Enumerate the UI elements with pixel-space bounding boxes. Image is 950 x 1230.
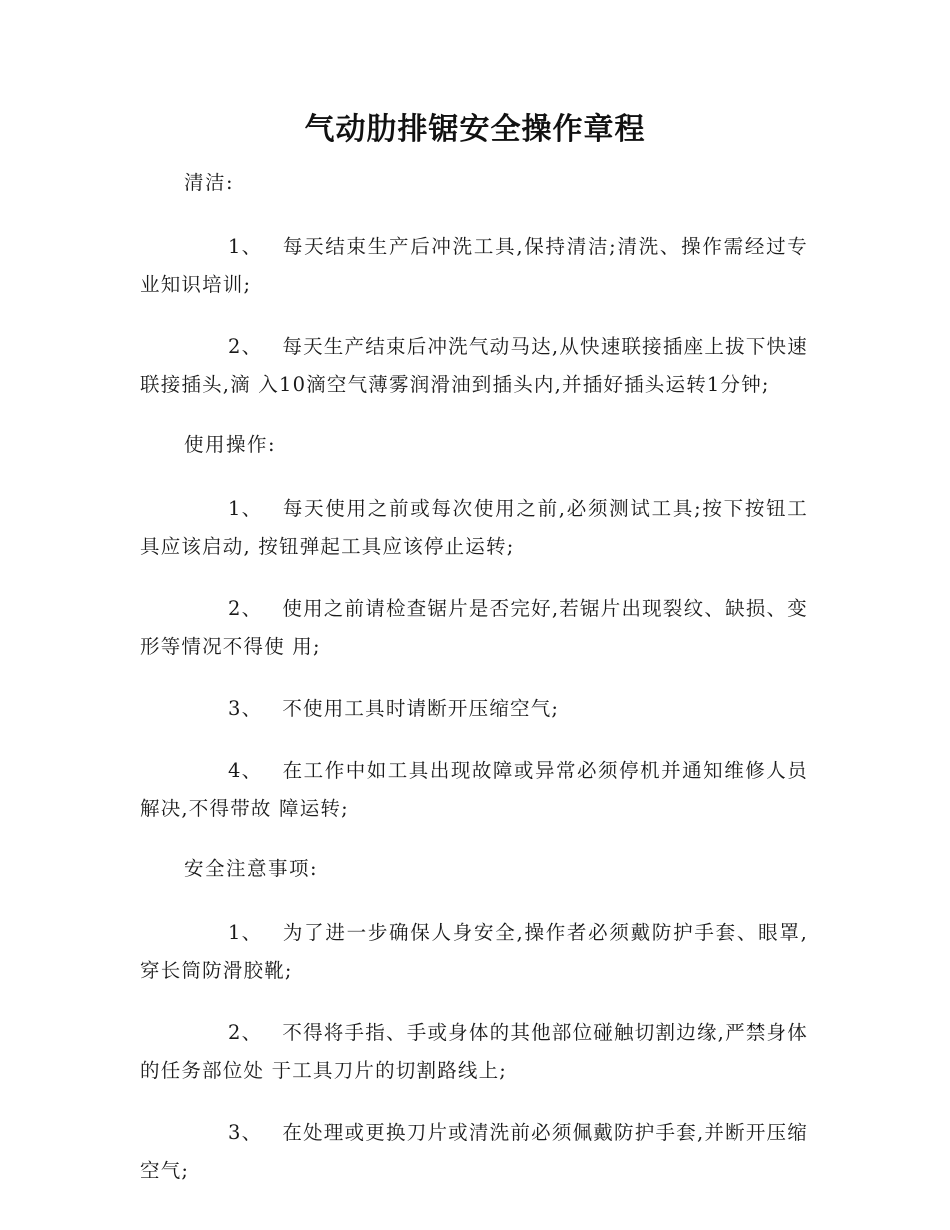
item-text: 为了进一步确保人身安全,操作者必须戴防护手套、眼罩,穿长筒防滑胶靴; (140, 921, 808, 982)
list-item (140, 228, 808, 304)
document-body (140, 166, 808, 1214)
item-number: 3、 (228, 1121, 263, 1144)
list-item (140, 328, 808, 404)
document-title: 气动肋排锯安全操作章程 (304, 112, 646, 147)
item-text: 每天生产结束后冲洗气动马达,从快速联接插座上拔下快速联接插头,滴 入10滴空气薄雾润滑油到插头内,并插好插头运转1分钟; (140, 335, 808, 396)
section-heading-cleaning: 清洁: (184, 171, 235, 194)
list-item (140, 914, 808, 990)
list-item (140, 1014, 808, 1090)
list-item (140, 752, 808, 828)
item-text: 不得将手指、手或身体的其他部位碰触切割边缘,严禁身体的任务部位处 于工具刀片的切割路线上; (140, 1021, 808, 1082)
item-text: 使用之前请检查锯片是否完好,若锯片出现裂纹、缺损、变形等情况不得使 用; (140, 597, 808, 658)
item-number: 2、 (228, 1021, 263, 1044)
item-number: 4、 (228, 759, 263, 782)
item-text: 每天使用之前或每次使用之前,必须测试工具;按下按钮工具应该启动, 按钮弹起工具应该停止运转; (140, 497, 808, 558)
item-text: 每天结束生产后冲洗工具,保持清洁;清洗、操作需经过专业知识培训; (140, 235, 808, 296)
item-number: 2、 (228, 597, 263, 620)
item-number: 3、 (228, 697, 263, 720)
item-number: 1、 (228, 497, 263, 520)
item-number: 1、 (228, 921, 263, 944)
section-heading-safety: 安全注意事项: (184, 857, 319, 880)
item-text: 在处理或更换刀片或清洗前必须佩戴防护手套,并断开压缩空气; (140, 1121, 808, 1182)
list-item (140, 1114, 808, 1190)
section-heading-operation: 使用操作: (184, 433, 277, 456)
item-number: 1、 (228, 235, 263, 258)
item-text: 在工作中如工具出现故障或异常必须停机并通知维修人员解决,不得带故 障运转; (140, 759, 808, 820)
list-item (140, 490, 808, 566)
item-text: 不使用工具时请断开压缩空气; (282, 697, 560, 720)
list-item (140, 690, 808, 728)
item-number: 2、 (228, 335, 263, 358)
list-item (140, 590, 808, 666)
